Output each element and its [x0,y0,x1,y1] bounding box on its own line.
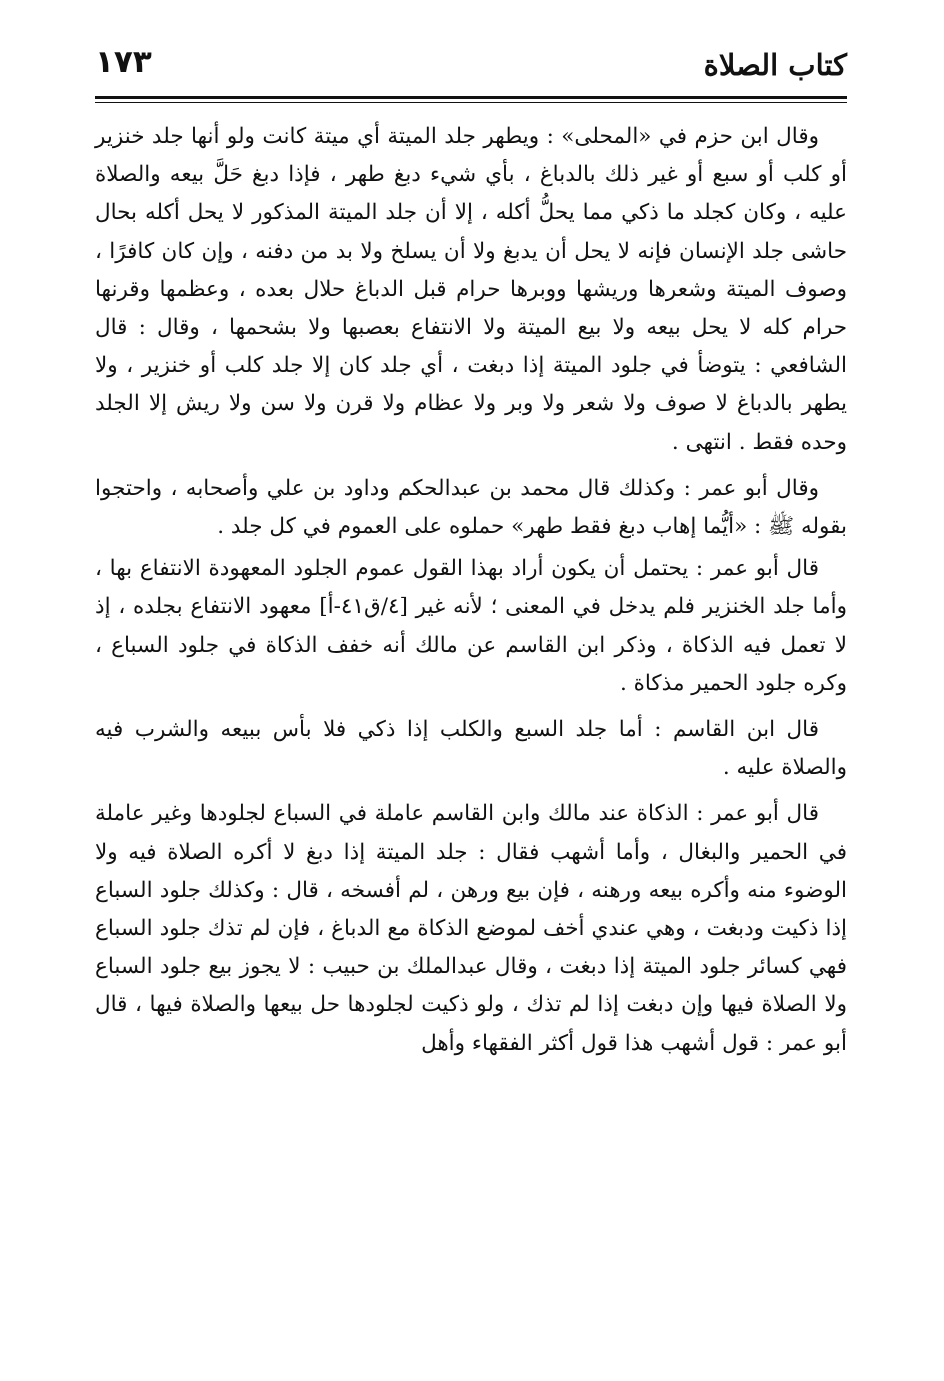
page-header [95,44,847,98]
paragraph-abu-umar-3: قال أبو عمر : الذكاة عند مالك وابن القاسم عاملة في السباع لجلودها وغير عاملة في الحمير والبغال ، وأما أشهب فقال : جلد الميتة إذا دبغ لا أكره الصلاة فيه ولا الوضوء منه وأكره بيعه ورهنه ، فإن بيع ورهن ، لم أفسخه ، قال : وكذلك جلود السباع إذا ذكيت ودبغت ، وهي عندي أخف لموضع الذكاة مع الدباغ ، فإن لم تذك جلود السباع فهي كسائر جلود الميتة إذا دبغت ، وقال عبدالملك بن حبيب : لا يجوز بيع جلود السباع ولا الصلاة فيها وإن دبغت إذا لم تذك ، ولو ذكيت لجلودها حل بيعها والصلاة فيها ، قال أبو عمر : قول أشهب هذا قول أكثر الفقهاء وأهل [95,801,847,1056]
body-text [95,118,847,1071]
page-number: ١٧٣ [95,44,152,80]
paragraph-abu-umar-2: قال أبو عمر : يحتمل أن يكون أراد بهذا القول عموم الجلود المعهودة الانتفاع بها ، وأما جلد الخنزير فلم يدخل في المعنى ؛ لأنه غير [٤/ق٤١-أ] معهود الانتفاع بجلده ، إذ لا تعمل فيه الذكاة ، وذكر ابن القاسم عن مالك أنه خفف الذكاة في جلود السباع ، وكره جلود الحمير مذكاة . [95,556,847,696]
paragraph-ibn-hazm: وقال ابن حزم في «المحلى» : ويطهر جلد الميتة أي ميتة كانت ولو أنها جلد خنزير أو كلب أو سبع أو غير ذلك بالدباغ ، بأي شيء دبغ طهر ، فإذا دبغ حَلَّ بيعه والصلاة عليه ، وكان كجلد ما ذكي مما يحلُّ أكله ، إلا أن جلد الميتة المذكور لا يحل أكله بحال حاشى جلد الإنسان فإنه لا يحل أن يدبغ ولا أن يسلخ ولا بد من دفنه ، وإن كان كافرًا ، وصوف الميتة وشعرها وريشها ووبرها حرام قبل الدباغ حلال بعده ، وعظمها وقرنها حرام كله لا يحل بيعه ولا بيع الميتة ولا الانتفاع بعصبها ولا بشحمها ، وقال : قال الشافعي : يتوضأ في جلود الميتة إذا دبغت ، أي جلد كان إلا جلد كلب أو خنزير ، ولا يطهر بالدباغ لا صوف ولا شعر ولا وبر ولا عظام ولا قرن ولا سن ولا ريش إلا الجلد وحده فقط . انتهى . [95,124,847,455]
header-rule [95,96,847,99]
header-rule-thin [95,102,847,103]
running-title: كتاب الصلاة [703,48,847,82]
paragraph-abu-umar-1: وقال أبو عمر : وكذلك قال محمد بن عبدالحكم وداود بن علي وأصحابه ، واحتجوا بقوله ﷺ : «أيُّما إهاب دبغ فقط طهر» حملوه على العموم في كل جلد . [95,475,847,540]
paragraph-ibn-al-qasim: قال ابن القاسم : أما جلد السبع والكلب إذا ذكي فلا بأس ببيعه والشرب فيه والصلاة عليه . [95,717,847,781]
